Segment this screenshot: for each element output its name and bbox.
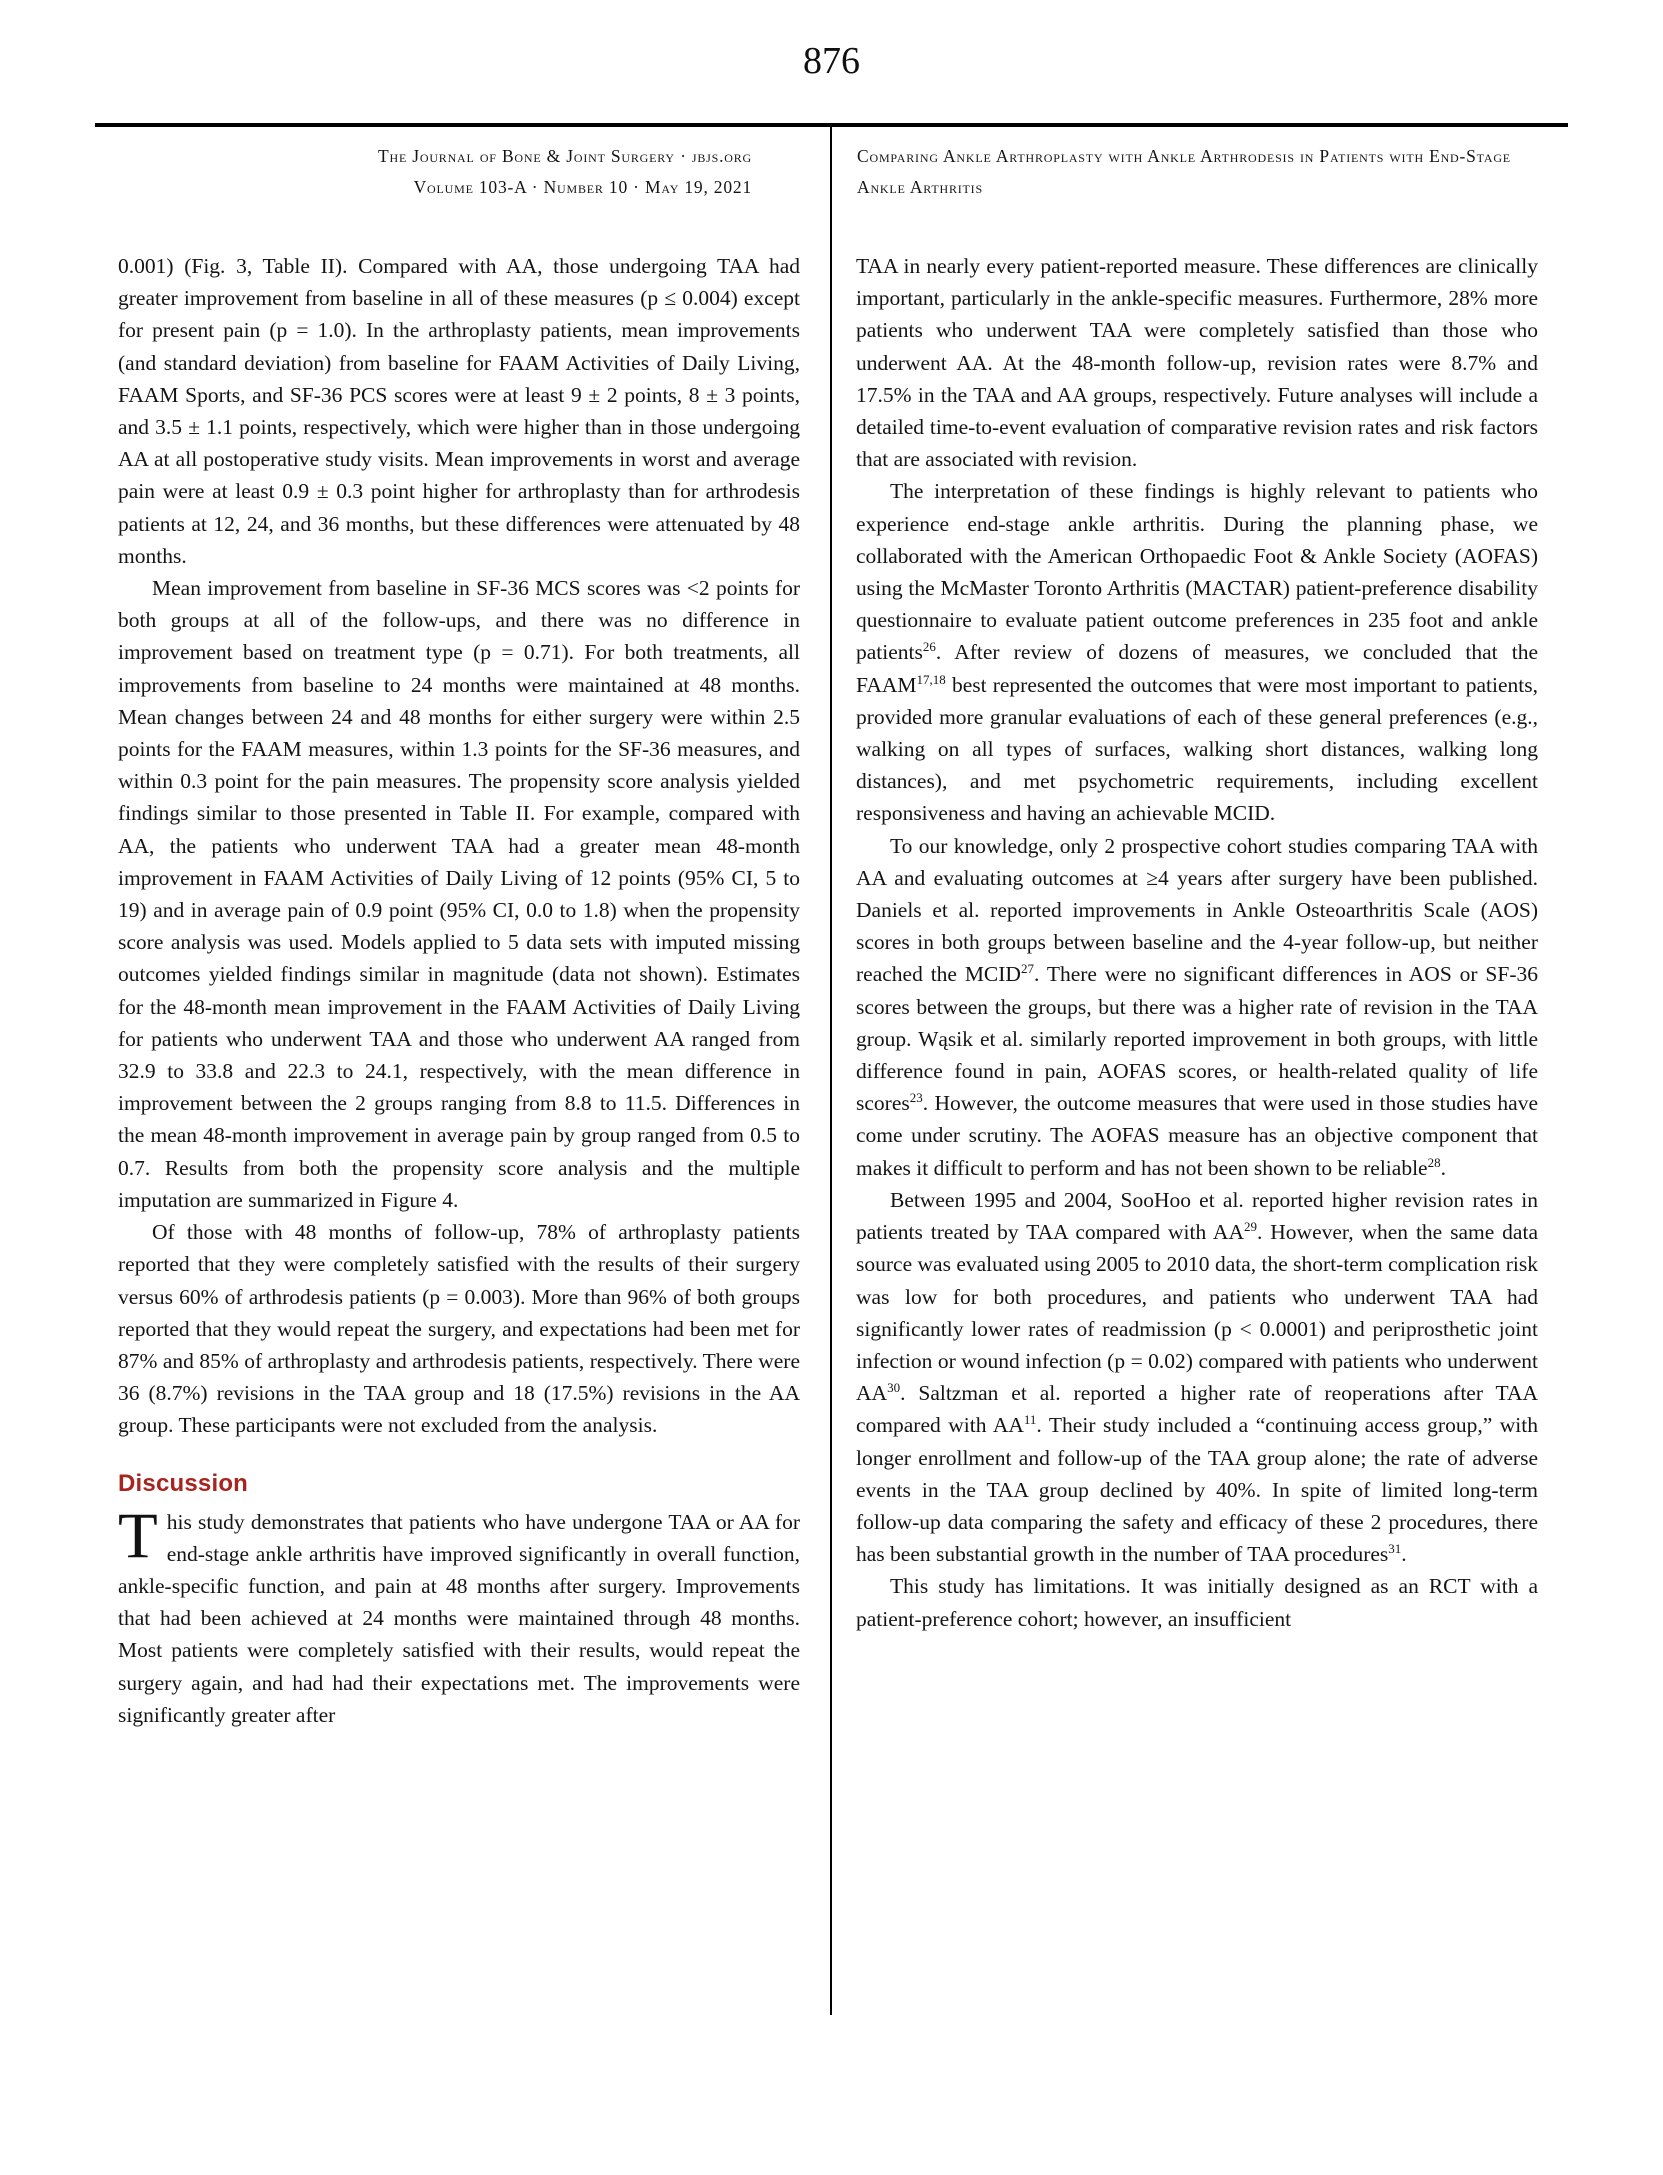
page-number: 876 [803, 40, 860, 82]
body-paragraph: The interpretation of these findings is highly relevant to patients who experience end-stage ankle arthritis. During the planning phase, we collaborated with the American Orthopaedic Foot & Ankle Society (AOFAS) using the McMaster Toronto Arthritis (MACTAR) patient-preference disability questionnaire to evaluate patient outcome preferences in 235 foot and ankle patients$^{26}$. After review of dozens of measures, we concluded that the FAAM$^{17,18}$ best represented the outcomes that were most important to patients, provided more granular evaluations of each of these general preferences (e.g., walking on all types of surfaces, walking short distances, walking long distances), and met psychometric requirements, including excellent responsiveness and having an achievable MCID. [856, 479, 1538, 826]
journal-name: The Journal of Bone & Joint Surgery · jbjs.org [377, 146, 752, 166]
paragraph-text: his study demonstrates that patients who have undergone TAA or AA for end-stage ankle arthritis have improved significantly in overall function, ankle-specific function, and pain at 48 months after surgery. Improvements that had been achieved at 24 months were maintained through 48 months. Most patients were completely satisfied with their results, would repeat the surgery again, and had had their expectations met. The improvements were significantly greater after [118, 1509, 800, 1727]
body-paragraph: Of those with 48 months of follow-up, 78% of arthroplasty patients reported that they were completely satisfied with the results of their surgery versus 60% of arthrodesis patients (p = 0.003). More than 96% of both groups reported that they would repeat the surgery, and expectations had been met for 87% and 85% of arthroplasty and arthrodesis patients, respectively. There were 36 (8.7%) revisions in the TAA group and 18 (17.5%) revisions in the AA group. These participants were not excluded from the analysis. [118, 1220, 800, 1438]
drop-cap: T [118, 1499, 158, 1572]
body-paragraph: Between 1995 and 2004, SooHoo et al. reported higher revision rates in patients treated by TAA compared with AA$^{29}$. However, when the same data source was evaluated using 2005 to 2010 data, the short-term complication risk was low for both procedures, and patients who underwent TAA had significantly lower rates of readmission (p < 0.0001) and periprosthetic joint infection or wound infection (p = 0.02) compared with patients who underwent AA$^{30}$. Saltzman et al. reported a higher rate of reoperations after TAA compared with AA$^{11}$. Their study included a “continuing access group,” with longer enrollment and follow-up of the TAA group alone; the rate of adverse events in the TAA group declined by 40%. In spite of limited long-term follow-up data comparing the safety and efficacy of these 2 procedures, there has been substantial growth in the number of TAA procedures$^{31}$. [856, 1187, 1538, 1567]
body-paragraph: TAA in nearly every patient-reported measure. These differences are clinically important, particularly in the ankle-specific measures. Furthermore, 28% more patients who underwent TAA were completely satisfied than those who underwent AA. At the 48-month follow-up, revision rates were 8.7% and 17.5% in the TAA and AA groups, respectively. Future analyses will include a detailed time-to-event evaluation of comparative revision rates and risk factors that are associated with revision. [856, 254, 1538, 472]
body-paragraph [118, 1499, 800, 1731]
discussion-heading: Discussion [118, 1469, 249, 1497]
article-body [118, 250, 1538, 1731]
body-paragraph: To our knowledge, only 2 prospective cohort studies comparing TAA with AA and evaluating outcomes at ≥4 years after surgery have been published. Daniels et al. reported improvements in Ankle Osteoarthritis Scale (AOS) scores in both groups between baseline and the 4-year follow-up, but neither reached the MCID$^{27}$. There were no significant differences in AOS or SF-36 scores between the groups, but there was a higher rate of revision in the TAA group. Wąsik et al. similarly reported improvement in both groups, with little difference found in pain, AOFAS scores, or health-related quality of life scores$^{23}$. However, the outcome measures that were used in those studies have come under scrutiny. The AOFAS measure has an objective component that makes it difficult to perform and has not been shown to be reliable$^{28}$. [856, 833, 1538, 1180]
page-header [95, 141, 1568, 203]
journal-issue-info: Volume 103-A · Number 10 · May 19, 2021 [413, 177, 752, 197]
right-column [856, 250, 1538, 1731]
left-column [118, 250, 800, 1731]
body-paragraph: This study has limitations. It was initially designed as an RCT with a patient-preference cohort; however, an insufficient [856, 1574, 1538, 1631]
journal-masthead [95, 141, 830, 203]
body-paragraph: 0.001) (Fig. 3, Table II). Compared with AA, those undergoing TAA had greater improvement from baseline in all of these measures (p ≤ 0.004) except for present pain (p = 1.0). In the arthroplasty patients, mean improvements (and standard deviation) from baseline for FAAM Activities of Daily Living, FAAM Sports, and SF-36 PCS scores were at least 9 ± 2 points, 8 ± 3 points, and 3.5 ± 1.1 points, respectively, which were higher than in those undergoing AA at all postoperative study visits. Mean improvements in worst and average pain were at least 0.9 ± 0.3 point higher for arthroplasty than for arthrodesis patients at 12, 24, and 36 months, but these differences were attenuated by 48 months. [118, 254, 800, 568]
body-paragraph: Mean improvement from baseline in SF-36 MCS scores was <2 points for both groups at all of the follow-ups, and there was no difference in improvement based on treatment type (p = 0.71). For both treatments, all improvements from baseline to 24 months were maintained at 48 months. Mean changes between 24 and 48 months for either surgery were within 2.5 points for the FAAM measures, within 1.3 points for the SF-36 measures, and within 0.3 point for the pain measures. The propensity score analysis yielded findings similar to those presented in Table II. For example, compared with AA, the patients who underwent TAA had a greater mean 48-month improvement in FAAM Activities of Daily Living of 12 points (95% CI, 5 to 19) and in average pain of 0.9 point (95% CI, 0.0 to 1.8) when the propensity score analysis was used. Models applied to 5 data sets with imputed missing outcomes yielded findings similar in magnitude (data not shown). Estimates for the 48-month mean improvement in the FAAM Activities of Daily Living for patients who underwent TAA and those who underwent AA ranged from 32.9 to 33.8 and 22.3 to 24.1, respectively, with the mean difference in improvement between the 2 groups ranging from 8.8 to 11.5. Differences in the mean 48-month improvement in average pain by group ranged from 0.5 to 0.7. Results from both the propensity score analysis and the multiple imputation are summarized in Figure 4. [118, 576, 800, 1212]
running-title: Comparing Ankle Arthroplasty with Ankle Arthrodesis in Patients with End-Stage Ankle Arthritis [857, 146, 1511, 197]
